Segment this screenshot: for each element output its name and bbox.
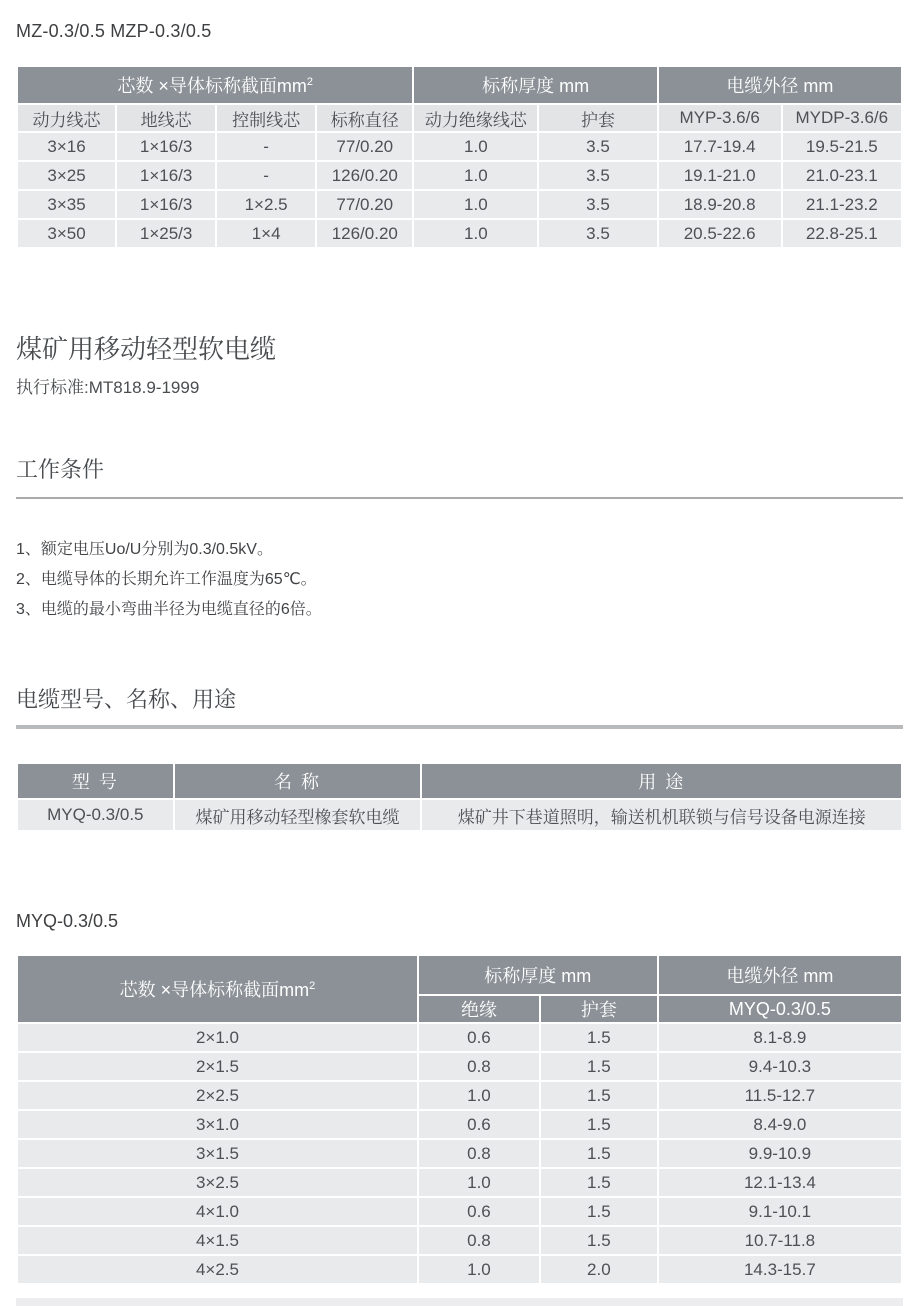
- cell: 1×16/3: [116, 190, 216, 219]
- mz-subheader-row: [17, 104, 902, 132]
- cell: 3.5: [538, 132, 657, 161]
- cell: 3×50: [17, 219, 116, 248]
- type-col-name: 名 称: [174, 763, 422, 799]
- mz-col-power-core: 动力线芯: [17, 104, 116, 132]
- cell: 4×2.5: [17, 1255, 418, 1284]
- mz-col-ground-core: 地线芯: [116, 104, 216, 132]
- myq-header-thickness: 标称厚度 mm: [418, 955, 658, 995]
- cell: -: [216, 132, 316, 161]
- mz-col-sheath: 护套: [538, 104, 657, 132]
- section-divider: [16, 497, 903, 499]
- cell: 3.5: [538, 219, 657, 248]
- cell: 3×35: [17, 190, 116, 219]
- cell: 8.4-9.0: [658, 1110, 902, 1139]
- cell: 1.5: [540, 1110, 658, 1139]
- cell: 77/0.20: [316, 190, 413, 219]
- table-row: [17, 1052, 902, 1081]
- cell: 0.8: [418, 1139, 540, 1168]
- mz-header-group-row: [17, 66, 902, 104]
- myq-spec-table: [16, 954, 903, 1285]
- myq-header-core-section: 芯数 ×导体标称截面$mm^2$: [17, 955, 418, 1023]
- cell: 11.5-12.7: [658, 1081, 902, 1110]
- cell: 9.4-10.3: [658, 1052, 902, 1081]
- work-conditions-list: [16, 535, 903, 625]
- table-row: [17, 1023, 902, 1052]
- mz-header-thickness: 标称厚度 mm: [413, 66, 657, 104]
- mz-col-mydp: MYDP-3.6/6: [782, 104, 902, 132]
- cell: 1.0: [418, 1255, 540, 1284]
- mm2-superscript: 2: [309, 980, 316, 992]
- cell-usage: 煤矿井下巷道照明，输送机机联锁与信号设备电源连接: [421, 799, 902, 831]
- cell: 126/0.20: [316, 161, 413, 190]
- cell: 1.0: [418, 1081, 540, 1110]
- myq-col-model: MYQ-0.3/0.5: [658, 995, 902, 1023]
- table-row: [17, 1255, 902, 1284]
- cell: 2×1.0: [17, 1023, 418, 1052]
- myq-header-od: 电缆外径 mm: [658, 955, 902, 995]
- table-row: [17, 161, 902, 190]
- cell: 12.1-13.4: [658, 1168, 902, 1197]
- standard-reference: 执行标准:MT818.9-1999: [16, 378, 200, 397]
- product-title: 煤矿用移动轻型软电缆: [16, 334, 277, 364]
- cell: 3.5: [538, 161, 657, 190]
- section-title-work-conditions: 工作条件: [16, 457, 105, 482]
- table-row: [17, 1226, 902, 1255]
- type-table-header-row: [17, 763, 902, 799]
- list-item: 2、电缆导体的长期允许工作温度为65℃。: [16, 571, 317, 588]
- mz-spec-table: [16, 65, 903, 249]
- cell: 3×2.5: [17, 1168, 418, 1197]
- table-row: [17, 1197, 902, 1226]
- myq-col-sheath: 护套: [540, 995, 658, 1023]
- cell: 1.0: [413, 132, 538, 161]
- table-row: [17, 1081, 902, 1110]
- cell: 10.7-11.8: [658, 1226, 902, 1255]
- cell-model: MYQ-0.3/0.5: [17, 799, 174, 831]
- cell: 3×1.5: [17, 1139, 418, 1168]
- cell: 1.5: [540, 1139, 658, 1168]
- table-row: [17, 1139, 902, 1168]
- cell: 1×2.5: [216, 190, 316, 219]
- cell: 20.5-22.6: [658, 219, 782, 248]
- mz-model-label: MZ-0.3/0.5 MZP-0.3/0.5: [16, 21, 212, 41]
- table-row: [17, 219, 902, 248]
- cell: 1.5: [540, 1168, 658, 1197]
- table-row: [17, 1168, 902, 1197]
- mz-col-myp: MYP-3.6/6: [658, 104, 782, 132]
- section-divider-thick: [16, 725, 903, 729]
- cell: 1.5: [540, 1081, 658, 1110]
- catalog-page: [0, 21, 920, 1306]
- cell: 0.8: [418, 1052, 540, 1081]
- cell: 19.5-21.5: [782, 132, 902, 161]
- table-row: [17, 190, 902, 219]
- cell: 21.1-23.2: [782, 190, 902, 219]
- cell: 1.0: [413, 161, 538, 190]
- cell: 9.1-10.1: [658, 1197, 902, 1226]
- cell: 1×4: [216, 219, 316, 248]
- mz-col-nominal-dia: 标称直径: [316, 104, 413, 132]
- type-col-model: 型 号: [17, 763, 174, 799]
- cell: 3.5: [538, 190, 657, 219]
- table-row: [17, 799, 902, 831]
- cell: 1×25/3: [116, 219, 216, 248]
- mm2-superscript: 2: [306, 76, 314, 88]
- cell: 21.0-23.1: [782, 161, 902, 190]
- cell: 1×16/3: [116, 161, 216, 190]
- type-col-usage: 用 途: [421, 763, 902, 799]
- cell: 77/0.20: [316, 132, 413, 161]
- cell: 14.3-15.7: [658, 1255, 902, 1284]
- list-item: 1、额定电压Uo/U分别为0.3/0.5kV。: [16, 541, 273, 558]
- cell: 0.6: [418, 1023, 540, 1052]
- cell: 3×16: [17, 132, 116, 161]
- myq-model-label: MYQ-0.3/0.5: [16, 911, 119, 931]
- cell: 1.0: [418, 1168, 540, 1197]
- cell: 4×1.5: [17, 1226, 418, 1255]
- cell: 4×1.0: [17, 1197, 418, 1226]
- mz-header-od: 电缆外径 mm: [658, 66, 902, 104]
- table-row: [17, 132, 902, 161]
- cell: 1.0: [413, 190, 538, 219]
- cell: 1.5: [540, 1023, 658, 1052]
- mz-col-control-core: 控制线芯: [216, 104, 316, 132]
- cell: 1.5: [540, 1052, 658, 1081]
- cell: 17.7-19.4: [658, 132, 782, 161]
- cell-name: 煤矿用移动轻型橡套软电缆: [174, 799, 422, 831]
- cell: 0.8: [418, 1226, 540, 1255]
- cell: -: [216, 161, 316, 190]
- cell: 19.1-21.0: [658, 161, 782, 190]
- cell: 9.9-10.9: [658, 1139, 902, 1168]
- myq-header-group-row: [17, 955, 902, 995]
- cell: 1.5: [540, 1197, 658, 1226]
- mz-header-core-section: 芯数 ×导体标称截面$mm^2$: [17, 66, 413, 104]
- cell: 3×25: [17, 161, 116, 190]
- cell: 0.6: [418, 1110, 540, 1139]
- table-row: [17, 1110, 902, 1139]
- mz-col-power-insulation: 动力绝缘线芯: [413, 104, 538, 132]
- cell: 1.5: [540, 1226, 658, 1255]
- partial-next-row: [16, 1298, 903, 1306]
- cell: 0.6: [418, 1197, 540, 1226]
- type-name-usage-table: [16, 762, 903, 832]
- cell: 2.0: [540, 1255, 658, 1284]
- cell: 1.0: [413, 219, 538, 248]
- cell: 3×1.0: [17, 1110, 418, 1139]
- cell: 8.1-8.9: [658, 1023, 902, 1052]
- cell: 18.9-20.8: [658, 190, 782, 219]
- cell: 126/0.20: [316, 219, 413, 248]
- cell: 22.8-25.1: [782, 219, 902, 248]
- cell: 1×16/3: [116, 132, 216, 161]
- cell: 2×2.5: [17, 1081, 418, 1110]
- myq-col-insulation: 绝缘: [418, 995, 540, 1023]
- list-item: 3、电缆的最小弯曲半径为电缆直径的6倍。: [16, 601, 322, 618]
- section-title-cable-types: 电缆型号、名称、用途: [16, 687, 237, 712]
- cell: 2×1.5: [17, 1052, 418, 1081]
